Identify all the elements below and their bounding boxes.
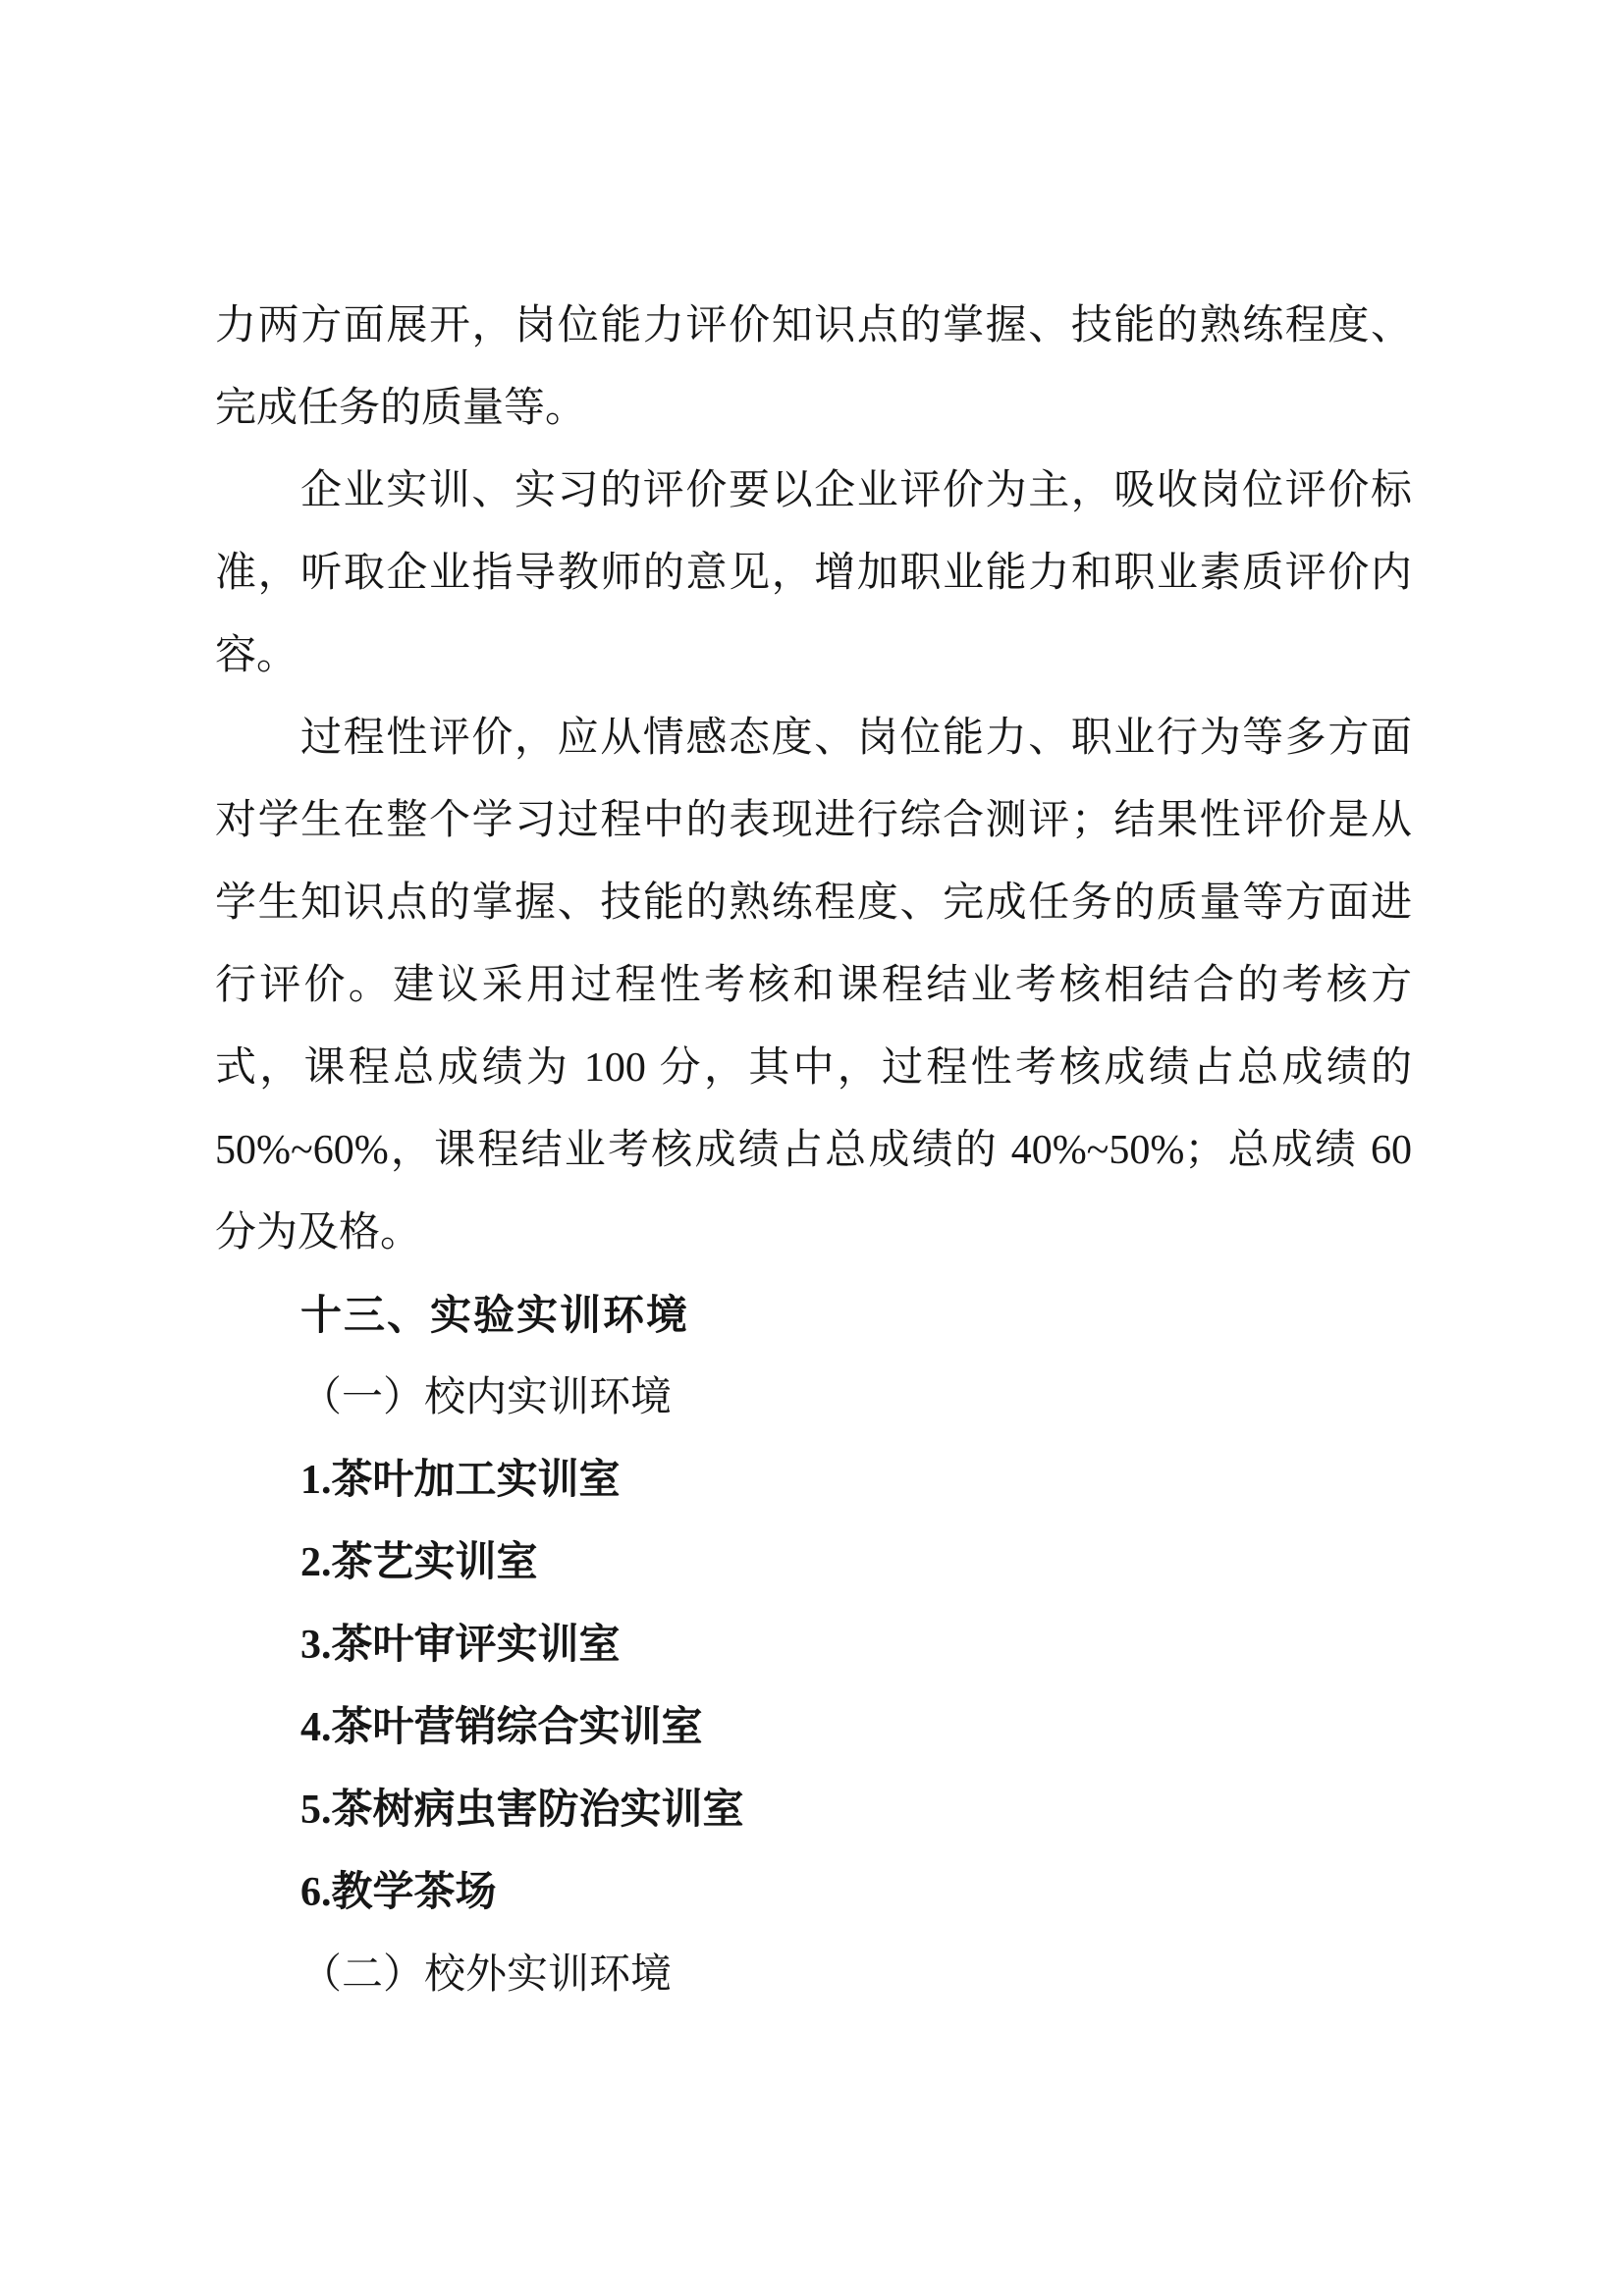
- body-text-line: 完成任务的质量等。: [215, 386, 587, 431]
- training-room-item: 4.茶叶营销综合实训室: [300, 1705, 703, 1750]
- text-column: [215, 285, 1412, 2016]
- training-room-item: 1.茶叶加工实训室: [300, 1458, 621, 1503]
- body-text-line: 准，听取企业指导教师的意见，增加职业能力和职业素质评价内: [215, 551, 1412, 596]
- body-text-line: 企业实训、实习的评价要以企业评价为主，吸收岗位评价标: [300, 468, 1412, 513]
- body-text-line: 行评价。建议采用过程性考核和课程结业考核相结合的考核方: [215, 963, 1412, 1008]
- training-room-item: 6.教学茶场: [300, 1870, 497, 1915]
- body-text-line: 过程性评价，应从情感态度、岗位能力、职业行为等多方面: [300, 716, 1412, 761]
- body-text-line: 对学生在整个学习过程中的表现进行综合测评；结果性评价是从: [215, 798, 1412, 843]
- body-text-line: 式，课程总成绩为 100 分，其中，过程性考核成绩占总成绩的: [215, 1045, 1412, 1091]
- subsection-heading-offcampus: （二）校外实训环境: [300, 1952, 673, 1998]
- body-text-line: 力两方面展开，岗位能力评价知识点的掌握、技能的熟练程度、: [215, 303, 1412, 348]
- section-heading: 十三、实验实训环境: [300, 1292, 690, 1338]
- subsection-heading-campus: （一）校内实训环境: [300, 1375, 673, 1420]
- training-room-item: 5.茶树病虫害防治实训室: [300, 1788, 744, 1833]
- body-text-line: 50%~60%，课程结业考核成绩占总成绩的 40%~50%；总成绩 60: [215, 1128, 1412, 1173]
- training-room-item: 2.茶艺实训室: [300, 1540, 538, 1585]
- body-text-line: 分为及格。: [215, 1210, 422, 1255]
- body-text-line: 学生知识点的掌握、技能的熟练程度、完成任务的质量等方面进: [215, 881, 1412, 926]
- training-room-item: 3.茶叶审评实训室: [300, 1623, 621, 1668]
- body-text-line: 容。: [215, 633, 298, 678]
